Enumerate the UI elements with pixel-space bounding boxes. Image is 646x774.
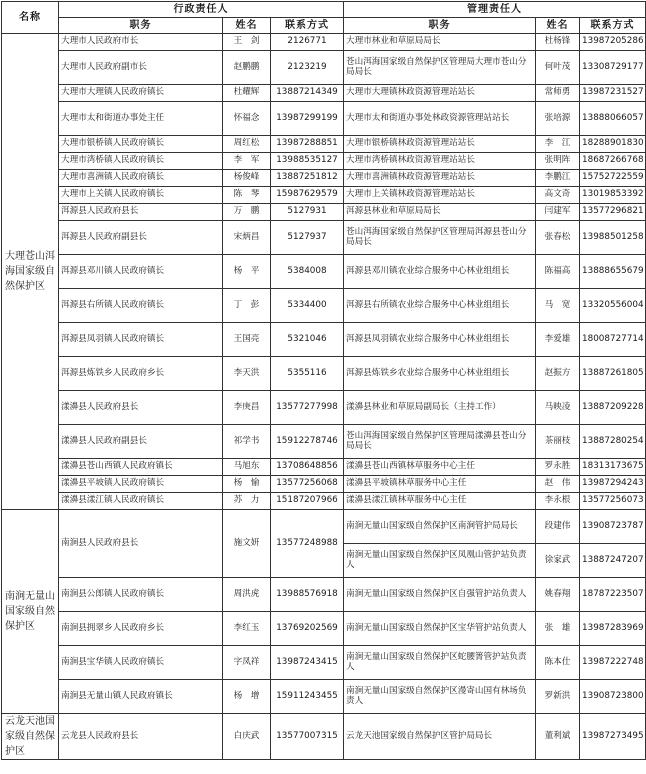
mgmt-name: 常师勇: [536, 85, 580, 102]
admin-post: 洱源县凤羽镇人民政府镇长: [59, 323, 223, 357]
admin-phone: 13887251812: [271, 170, 344, 187]
mgmt-name: 张 雄: [536, 612, 580, 646]
admin-post: 漾濞县人民政府县长: [59, 391, 223, 425]
admin-name: 施文妍: [223, 510, 271, 578]
admin-name: 王 剑: [223, 34, 271, 51]
mgmt-phone: 18787223507: [580, 578, 646, 612]
admin-phone: 13577256068: [271, 476, 344, 493]
responsibility-table: [1, 1, 646, 760]
mgmt-post: 大理市喜洲镇林政资源管理站站长: [344, 170, 536, 187]
admin-name: 苏 力: [223, 493, 271, 510]
mgmt-phone: 13888066057: [580, 102, 646, 136]
table-row: [2, 255, 646, 289]
admin-phone: 13987299199: [271, 102, 344, 136]
mgmt-phone: 18008727714: [580, 323, 646, 357]
admin-phone: 13887214349: [271, 85, 344, 102]
mgmt-post: 南涧无量山国家级自然保护区自强管护站负责人: [344, 578, 536, 612]
reserve-name: 大理苍山洱海国家级自然保护区: [2, 34, 59, 510]
mgmt-phone: 13577296821: [580, 204, 646, 221]
admin-phone: 5321046: [271, 323, 344, 357]
admin-post: 大理市银桥镇人民政府镇长: [59, 136, 223, 153]
admin-post: 南涧县人民政府县长: [59, 510, 223, 578]
mgmt-post: 洱源县凤羽镇农业综合服务中心林业组组长: [344, 323, 536, 357]
mgmt-phone: 13308729177: [580, 51, 646, 85]
mgmt-phone: 13987222748: [580, 646, 646, 680]
mgmt-name: 董利斌: [536, 714, 580, 760]
mgmt-phone: 13577256073: [580, 493, 646, 510]
admin-post: 洱源县人民政府副县长: [59, 221, 223, 255]
admin-phone: 5127931: [271, 204, 344, 221]
mgmt-name: 李鹏江: [536, 170, 580, 187]
mgmt-post: 南涧无量山国家级自然保护区南涧管护局局长: [344, 510, 536, 544]
admin-phone: 15987629579: [271, 187, 344, 204]
admin-name: 周洪虎: [223, 578, 271, 612]
table-row: [2, 357, 646, 391]
admin-name: 杨 增: [223, 680, 271, 714]
admin-name: 杨俊峰: [223, 170, 271, 187]
admin-name: 丁 彭: [223, 289, 271, 323]
admin-name: 杨 愉: [223, 476, 271, 493]
admin-post: 南涧县宝华镇人民政府镇长: [59, 646, 223, 680]
admin-name: 李天洪: [223, 357, 271, 391]
table-row: [2, 153, 646, 170]
admin-post: 洱源县右所镇人民政府镇长: [59, 289, 223, 323]
mgmt-phone: 13888655679: [580, 255, 646, 289]
table-row: [2, 323, 646, 357]
admin-name: 字凤祥: [223, 646, 271, 680]
mgmt-post: 南涧无量山国家级自然保护区凤凰山管护站负责人: [344, 544, 536, 578]
mgmt-phone: 18288901830: [580, 136, 646, 153]
admin-name: 李 军: [223, 153, 271, 170]
admin-post: 洱源县邓川镇人民政府镇长: [59, 255, 223, 289]
mgmt-name: 段建伟: [536, 510, 580, 544]
mgmt-phone: 13887280254: [580, 425, 646, 459]
table-row: [2, 714, 646, 760]
mgmt-phone: 13987273495: [580, 714, 646, 760]
admin-post: 大理市大理镇人民政府镇长: [59, 85, 223, 102]
mgmt-name: 姚春翔: [536, 578, 580, 612]
admin-phone: 13769202569: [271, 612, 344, 646]
mgmt-post: 漾濞县漾江镇林草服务中心主任: [344, 493, 536, 510]
mgmt-phone: 13320556004: [580, 289, 646, 323]
admin-phone: 2126771: [271, 34, 344, 51]
mgmt-name: 徐家武: [536, 544, 580, 578]
admin-post: 漾濞县平坡镇人民政府镇长: [59, 476, 223, 493]
header-admin-contact: 联系方式: [271, 18, 344, 34]
mgmt-post: 苍山洱海国家级自然保护区管理局漾濞县苍山分局局长: [344, 425, 536, 459]
mgmt-phone: 13987231527: [580, 85, 646, 102]
mgmt-post: 大理市湾桥镇林政资源管理站站长: [344, 153, 536, 170]
mgmt-name: 赵 伟: [536, 476, 580, 493]
mgmt-phone: 18687266768: [580, 153, 646, 170]
table-row: [2, 680, 646, 714]
admin-post: 大理市人民政府市长: [59, 34, 223, 51]
admin-phone: 13987243415: [271, 646, 344, 680]
table-row: [2, 493, 646, 510]
mgmt-post: 云龙天池国家级自然保护区管护局局长: [344, 714, 536, 760]
mgmt-name: 李 江: [536, 136, 580, 153]
table-row: [2, 51, 646, 85]
admin-name: 杨 平: [223, 255, 271, 289]
admin-name: 白庆武: [223, 714, 271, 760]
mgmt-post: 苍山洱海国家级自然保护区管理局大理市苍山分局局长: [344, 51, 536, 85]
table-row: [2, 459, 646, 476]
table-row: [2, 612, 646, 646]
admin-post: 大理市太和街道办事处主任: [59, 102, 223, 136]
mgmt-post: 洱源县林业和草原局局长: [344, 204, 536, 221]
admin-phone: 5384008: [271, 255, 344, 289]
admin-phone: 13577007315: [271, 714, 344, 760]
mgmt-phone: 13987205286: [580, 34, 646, 51]
admin-post: 南涧县无量山镇人民政府镇长: [59, 680, 223, 714]
admin-phone: 15187207966: [271, 493, 344, 510]
table-row: [2, 425, 646, 459]
mgmt-post: 洱源县邓川镇农业综合服务中心林业组组长: [344, 255, 536, 289]
table-row: [2, 85, 646, 102]
admin-name: 杜耀辉: [223, 85, 271, 102]
admin-post: 大理市上关镇人民政府镇长: [59, 187, 223, 204]
admin-phone: 13577277998: [271, 391, 344, 425]
mgmt-phone: 13908723800: [580, 680, 646, 714]
mgmt-name: 张培源: [536, 102, 580, 136]
table-row: [2, 102, 646, 136]
admin-name: 李庚昌: [223, 391, 271, 425]
mgmt-phone: 13887209228: [580, 391, 646, 425]
mgmt-name: 张明阵: [536, 153, 580, 170]
admin-phone: 2123219: [271, 51, 344, 85]
table-row: [2, 221, 646, 255]
reserve-name: 云龙天池国家级自然保护区: [2, 714, 59, 760]
admin-phone: 13577248988: [271, 510, 344, 578]
admin-name: 赵鹏鹏: [223, 51, 271, 85]
table-row: [2, 289, 646, 323]
mgmt-name: 张春松: [536, 221, 580, 255]
table-row: [2, 170, 646, 187]
header-admin: 行政责任人: [59, 2, 344, 18]
admin-name: 王国亮: [223, 323, 271, 357]
mgmt-phone: 13887261805: [580, 357, 646, 391]
mgmt-phone: 13987283969: [580, 612, 646, 646]
mgmt-post: 大理市大理镇林政资源管理站站长: [344, 85, 536, 102]
mgmt-name: 罗永胜: [536, 459, 580, 476]
header-mgmt: 管理责任人: [344, 2, 646, 18]
admin-phone: 15911243455: [271, 680, 344, 714]
admin-phone: 13988576918: [271, 578, 344, 612]
table-row: [2, 187, 646, 204]
admin-name: 李红玉: [223, 612, 271, 646]
header-mgmt-post: 职务: [344, 18, 536, 34]
table-row: [2, 578, 646, 612]
mgmt-phone: 18313173675: [580, 459, 646, 476]
header-name: 名称: [2, 2, 59, 34]
admin-post: 洱源县炼铁乡人民政府乡长: [59, 357, 223, 391]
mgmt-post: 漾濞县林业和草原局副局长（主持工作）: [344, 391, 536, 425]
admin-name: 周红松: [223, 136, 271, 153]
mgmt-phone: 13908723787: [580, 510, 646, 544]
mgmt-name: 李爱雄: [536, 323, 580, 357]
table-body: [2, 34, 646, 760]
admin-phone: 13988535127: [271, 153, 344, 170]
admin-phone: 5127937: [271, 221, 344, 255]
mgmt-post: 漾濞县平坡镇林草服务中心主任: [344, 476, 536, 493]
admin-phone: 13987288851: [271, 136, 344, 153]
mgmt-post: 南涧无量山国家级自然保护区漫寄山国有林场负责人: [344, 680, 536, 714]
mgmt-name: 陈福高: [536, 255, 580, 289]
admin-phone: 13708648856: [271, 459, 344, 476]
admin-post: 漾濞县人民政府副县长: [59, 425, 223, 459]
admin-post: 大理市湾桥镇人民政府镇长: [59, 153, 223, 170]
mgmt-name: 马映凌: [536, 391, 580, 425]
mgmt-post: 洱源县炼铁乡农业综合服务中心林业组组长: [344, 357, 536, 391]
admin-post: 洱源县人民政府县长: [59, 204, 223, 221]
mgmt-name: 陈本仕: [536, 646, 580, 680]
admin-phone: 5355116: [271, 357, 344, 391]
admin-post: 大理市人民政府副市长: [59, 51, 223, 85]
table-row: [2, 391, 646, 425]
admin-name: 宋炳昌: [223, 221, 271, 255]
mgmt-phone: 13988501258: [580, 221, 646, 255]
table-row: [2, 476, 646, 493]
admin-phone: 5334400: [271, 289, 344, 323]
mgmt-post: 漾濞县苍山西镇林草服务中心主任: [344, 459, 536, 476]
mgmt-name: 何叶茂: [536, 51, 580, 85]
mgmt-name: 茶丽枝: [536, 425, 580, 459]
mgmt-name: 罗新洪: [536, 680, 580, 714]
mgmt-post: 大理市林业和草原局局长: [344, 34, 536, 51]
mgmt-name: 杜杨锋: [536, 34, 580, 51]
mgmt-name: 赵振方: [536, 357, 580, 391]
table-row: [2, 136, 646, 153]
admin-name: 怀福念: [223, 102, 271, 136]
mgmt-phone: 13987294243: [580, 476, 646, 493]
admin-post: 漾濞县苍山西镇人民政府镇长: [59, 459, 223, 476]
header-admin-post: 职务: [59, 18, 223, 34]
mgmt-name: 闫建军: [536, 204, 580, 221]
mgmt-name: 李永根: [536, 493, 580, 510]
admin-post: 南涧县公郎镇人民政府镇长: [59, 578, 223, 612]
mgmt-post: 洱源县右所镇农业综合服务中心林业组组长: [344, 289, 536, 323]
reserve-name: 南涧无量山国家级自然保护区: [2, 510, 59, 714]
admin-post: 南涧县拥翠乡人民政府乡长: [59, 612, 223, 646]
mgmt-post: 大理市银桥镇林政资源管理站站长: [344, 136, 536, 153]
admin-name: 陈 琴: [223, 187, 271, 204]
mgmt-post: 苍山洱海国家级自然保护区管理局洱源县苍山分局局长: [344, 221, 536, 255]
table-row: [2, 646, 646, 680]
header-mgmt-contact: 联系方式: [580, 18, 646, 34]
mgmt-post: 南涧无量山国家级自然保护区蛇腰箐管护站负责人: [344, 646, 536, 680]
table-row: [2, 510, 646, 544]
admin-name: 祁学书: [223, 425, 271, 459]
mgmt-post: 大理市太和街道办事处林政资源管理站站长: [344, 102, 536, 136]
admin-name: 马旭东: [223, 459, 271, 476]
admin-phone: 15912278746: [271, 425, 344, 459]
mgmt-phone: 13019853392: [580, 187, 646, 204]
header-mgmt-person: 姓名: [536, 18, 580, 34]
table-row: [2, 204, 646, 221]
mgmt-post: 大理市上关镇林政资源管理站站长: [344, 187, 536, 204]
mgmt-post: 南涧无量山国家级自然保护区宝华管护站负责人: [344, 612, 536, 646]
mgmt-name: 马 宽: [536, 289, 580, 323]
admin-post: 漾濞县漾江镇人民政府镇长: [59, 493, 223, 510]
admin-post: 云龙县人民政府县长: [59, 714, 223, 760]
mgmt-phone: 13887247207: [580, 544, 646, 578]
admin-name: 万 鹏: [223, 204, 271, 221]
mgmt-phone: 15752722559: [580, 170, 646, 187]
mgmt-name: 高文奇: [536, 187, 580, 204]
table-row: [2, 34, 646, 51]
header-admin-person: 姓名: [223, 18, 271, 34]
admin-post: 大理市喜洲镇人民政府镇长: [59, 170, 223, 187]
